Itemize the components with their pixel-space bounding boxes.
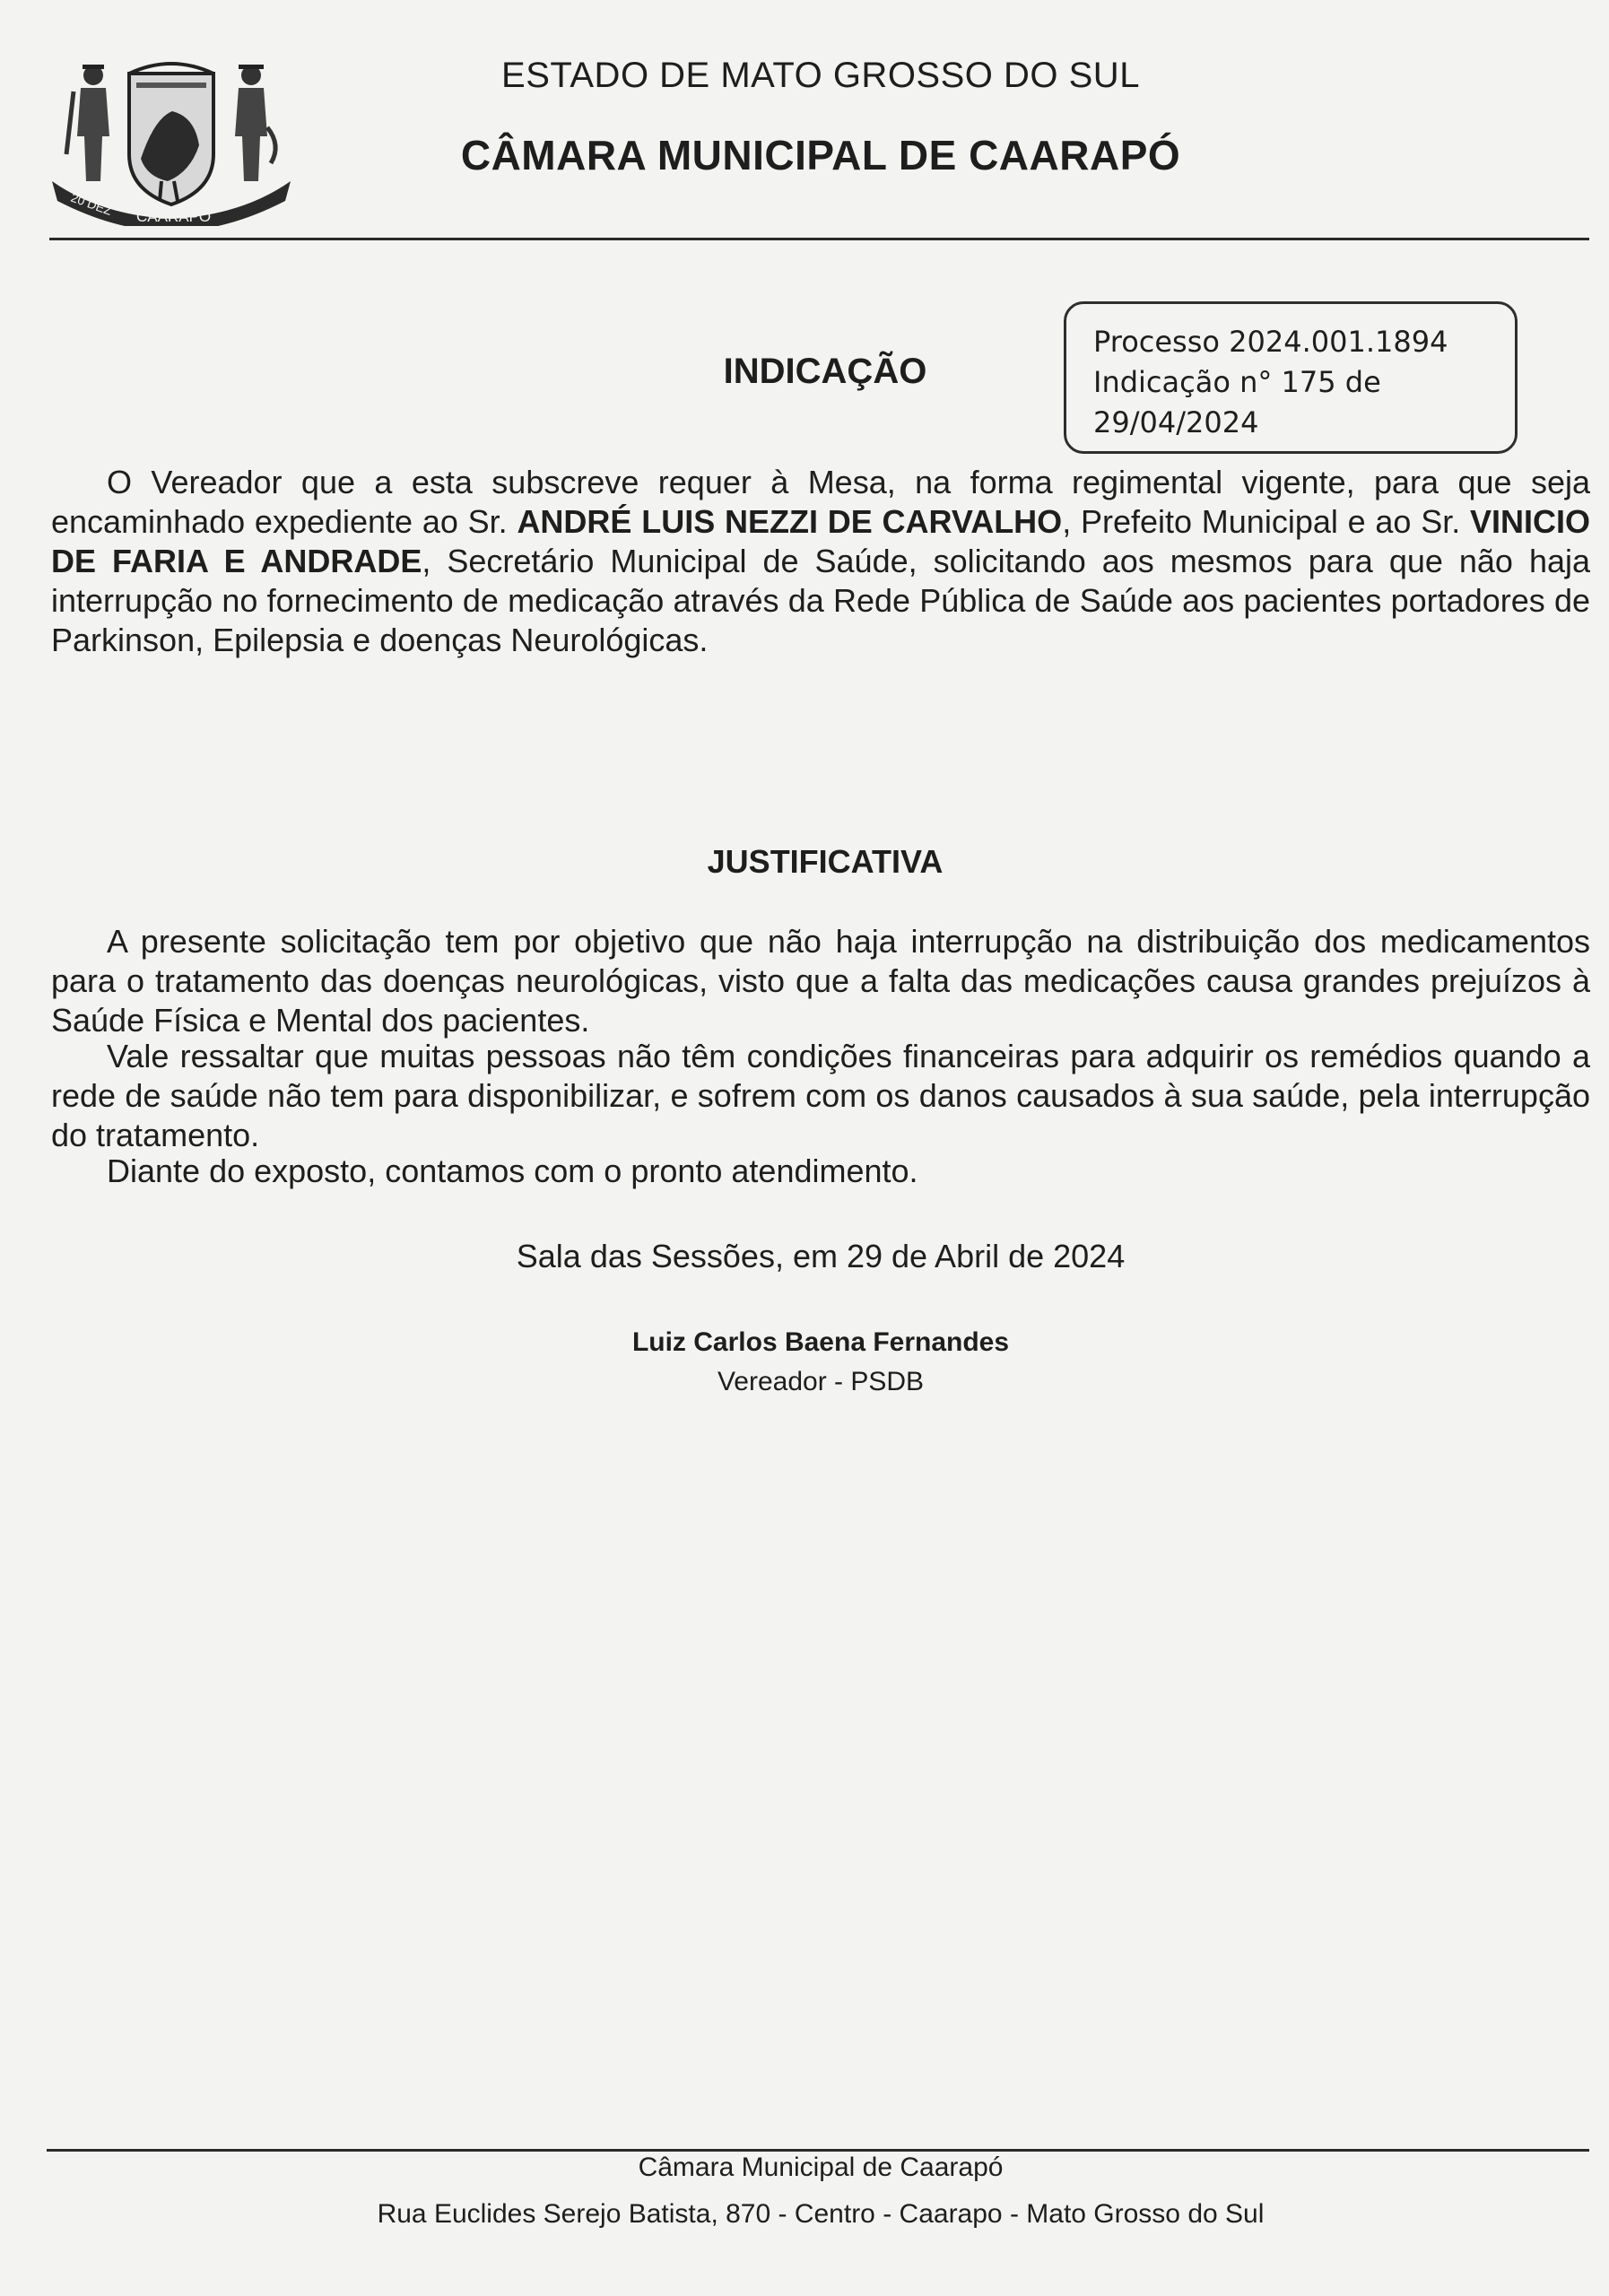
footer-address: Rua Euclides Serejo Batista, 870 - Centro - Caarapo - Mato Grosso do Sul <box>377 2199 1265 2229</box>
request-text-2: , Prefeito Municipal e ao Sr. <box>1062 503 1470 540</box>
justification-paragraph-3 <box>51 1152 1590 1191</box>
crest-ribbon-right: 1958 <box>234 184 266 207</box>
justification-text-2: Vale ressaltar que muitas pessoas não têm condições financeiras para adquirir os remédios quando a rede de saúde não tem para disponibilizar, e sofrem com os danos causados à sua saúde, pela interrupção do tratamento. <box>51 1038 1590 1153</box>
secretary-name: VINICIO DE FARIA E ANDRADE <box>51 503 1591 579</box>
request-text-3: , Secretário Municipal de Saúde, solicitando aos mesmos para que não haja interrupção no fornecimento de medicação através da Rede Pública de Saúde aos pacientes portadores de Parkinson, Epilepsia e doenças Neurológicas. <box>51 543 1591 658</box>
justification-paragraph-1 <box>51 922 1590 1040</box>
justification-text-3: Diante do exposto, contamos com o pronto atendimento. <box>107 1152 918 1189</box>
footer-divider <box>47 2149 1589 2152</box>
header-state: ESTADO DE MATO GROSSO DO SUL <box>501 56 1140 95</box>
justification-text-1: A presente solicitação tem por objetivo que não haja interrupção na distribuição dos medicamentos para o tratamento das doenças neurológicas, visto que a falta das medicações causa grandes prejuízos à Saúde Física e Mental dos pacientes. <box>51 923 1590 1039</box>
header-chamber: CÂMARA MUNICIPAL DE CAARAPÓ <box>460 132 1181 178</box>
signer-role: Vereador - PSDB <box>717 1367 925 1396</box>
justification-paragraph-2 <box>51 1037 1590 1155</box>
crest-ribbon-left: 20 DEZ <box>68 189 115 219</box>
process-stamp <box>1064 301 1518 454</box>
justification-title: JUSTIFICATIVA <box>707 843 944 880</box>
stamp-line-3: 29/04/2024 <box>1093 405 1259 439</box>
municipal-crest-logo <box>47 47 296 226</box>
request-text-1: O Vereador que a esta subscreve requer à Mesa, na forma regimental vigente, para que seja encaminhado expediente ao Sr. <box>51 464 1590 540</box>
signer-name: Luiz Carlos Baena Fernandes <box>631 1327 1010 1357</box>
crest-ribbon-center: CAARAPÓ <box>136 208 212 225</box>
request-paragraph <box>51 463 1590 660</box>
stamp-line-2: Indicação n° 175 de <box>1093 365 1381 399</box>
header-divider <box>49 238 1589 240</box>
mayor-name: ANDRÉ LUIS NEZZI DE CARVALHO <box>517 503 1063 540</box>
footer-chamber-name: Câmara Municipal de Caarapó <box>638 2152 1004 2182</box>
closing-place-date: Sala das Sessões, em 29 de Abril de 2024 <box>516 1238 1126 1274</box>
stamp-line-1: Processo 2024.001.1894 <box>1093 325 1448 359</box>
document-title: INDICAÇÃO <box>723 352 927 391</box>
